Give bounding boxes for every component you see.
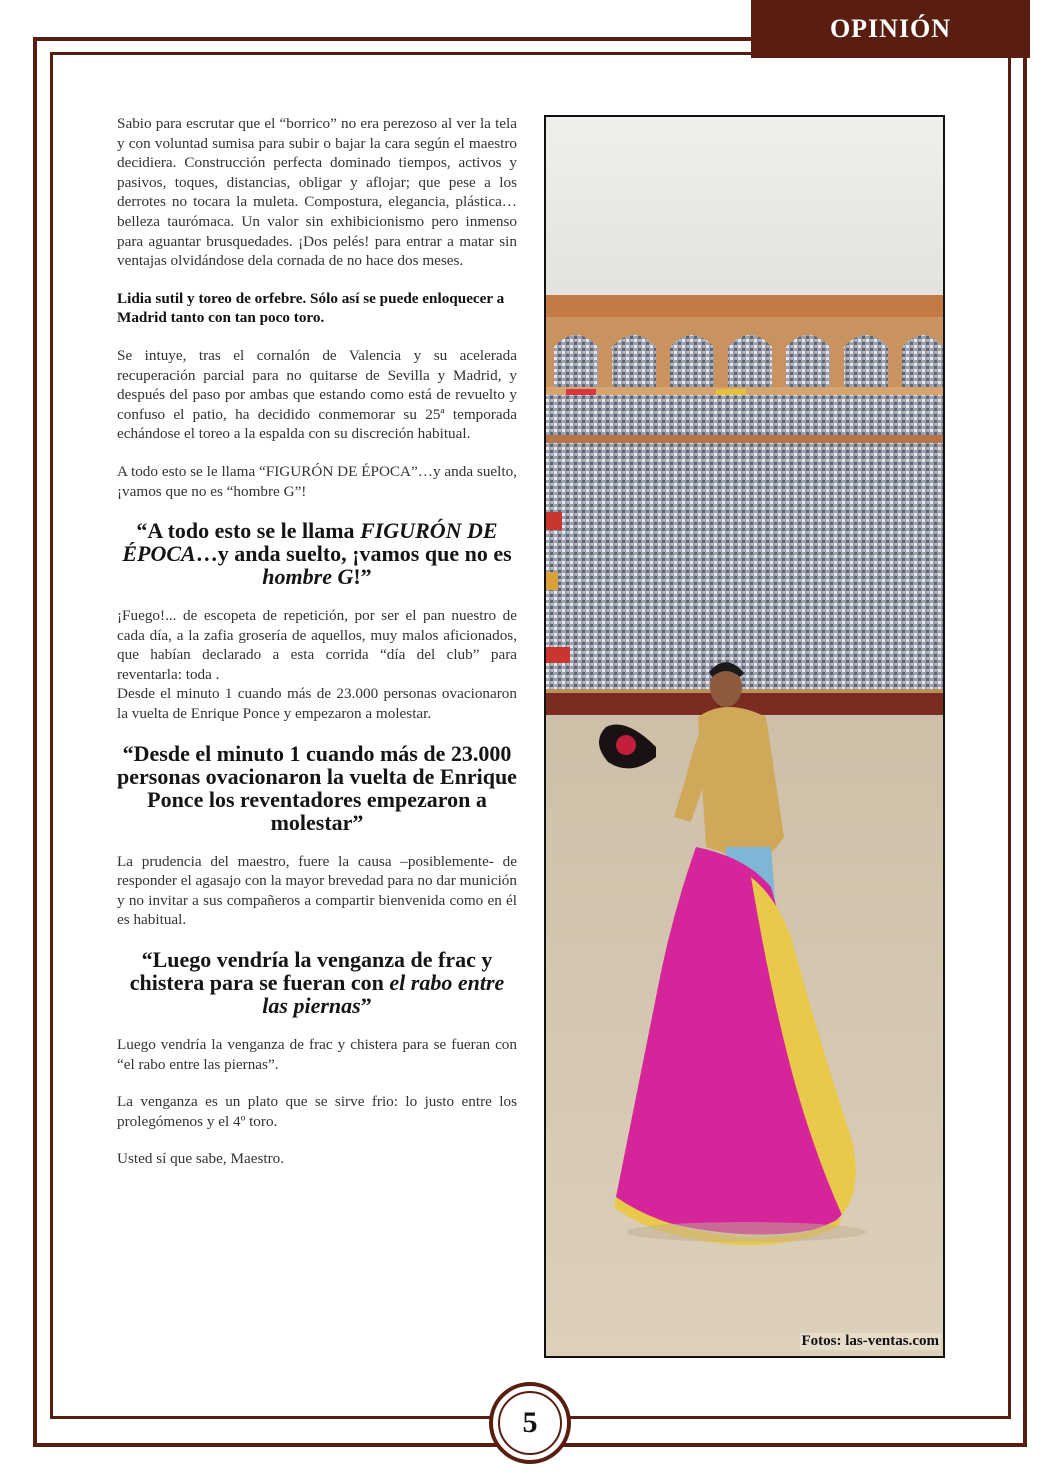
quote-text: ” [360, 993, 372, 1019]
paragraph: Se intuye, tras el cornalón de Valencia y su acelerada recuperación parcial para no quitarse de Sevilla y Madrid, y después del paso por ambas que estando como está de revuelto y confuso el patio, ha decidido conmemorar su 25ª temporada echándose el toreo a la espalda con su discreción habitual. [117, 346, 517, 443]
quote-text: …y anda suelto, ¡vamos que no es [195, 541, 512, 567]
paragraph: La venganza es un plato que se sirve frio: lo justo entre los prolegómenos y el 4º toro. [117, 1093, 517, 1130]
article-column [117, 114, 517, 1187]
paragraph: Luego vendría la venganza de frac y chistera para se fueran con “el rabo entre las piernas”. [117, 1036, 517, 1073]
pull-quote [117, 948, 517, 1017]
lead-paragraph: Lidia sutil y toreo de orfebre. Sólo así se puede enloquecer a Madrid tanto con tan poco toro. [117, 289, 505, 327]
quote-italic: el rabo entre las piernas [262, 970, 505, 1019]
pull-quote: “Desde el minuto 1 cuando más de 23.000 personas ovacionaron la vuelta de Enrique Ponce los reventadores empezaron a molestar” [117, 740, 517, 835]
section-header [751, 0, 1030, 58]
paragraph: La prudencia del maestro, fuere la causa –posiblemente- de responder el agasajo con la mayor brevedad para no dar munición y no invitar a sus compañeros a compartir bienvenida como en él es habitual. [117, 852, 517, 929]
paragraph: Usted sí que sabe, Maestro. [117, 1150, 285, 1168]
quote-text: “A todo esto se le llama [136, 518, 361, 544]
photo-credit: Fotos: las-ventas.com [801, 1333, 939, 1349]
paragraph: A todo esto se le llama “FIGURÓN DE ÉPOCA”…y anda suelto, ¡vamos que no es “hombre G”! [117, 462, 517, 500]
paragraph: ¡Fuego!... de escopeta de repetición, por ser el pan nuestro de cada día, a la zafia grosería de aquellos, muy malos aficionados, que habían declarado a esta corrida “día del club” para reventarla: toda . [117, 607, 517, 683]
bullring-illustration [546, 117, 943, 1356]
section-title: OPINIÓN [829, 14, 952, 43]
page-number-badge [489, 1382, 571, 1464]
paragraph: Sabio para escrutar que el “borrico” no era perezoso al ver la tela y con voluntad sumisa para subir o bajar la cara según el maestro decidiera. Construcción perfecta dominado tiempos, activos y pasivos, toques, distancias, obligar y aflojar; que pese a los derrotes no tocara la muleta. Compostura, elegancia, plástica…belleza taurómaca. Un valor sin exhibicionismo pero inmenso para aguantar brusquedades. ¡Dos pelés! para entrar a matar sin ventajas olvidándose dela cornada de no hace dos meses. [117, 115, 517, 270]
page-number: 5 [498, 1391, 562, 1455]
bullfighter-photo [544, 115, 945, 1358]
quote-italic: FIGURÓN DE ÉPOCA [122, 518, 498, 567]
quote-text: !” [353, 564, 372, 590]
quote-italic: hombre G [262, 564, 354, 590]
quote-text: “Luego vendría la venganza de frac y chistera para se fueran con [129, 947, 493, 996]
pull-quote [117, 519, 517, 588]
paragraph: Desde el minuto 1 cuando más de 23.000 personas ovacionaron la vuelta de Enrique Ponce y empezaron a molestar. [117, 685, 517, 723]
